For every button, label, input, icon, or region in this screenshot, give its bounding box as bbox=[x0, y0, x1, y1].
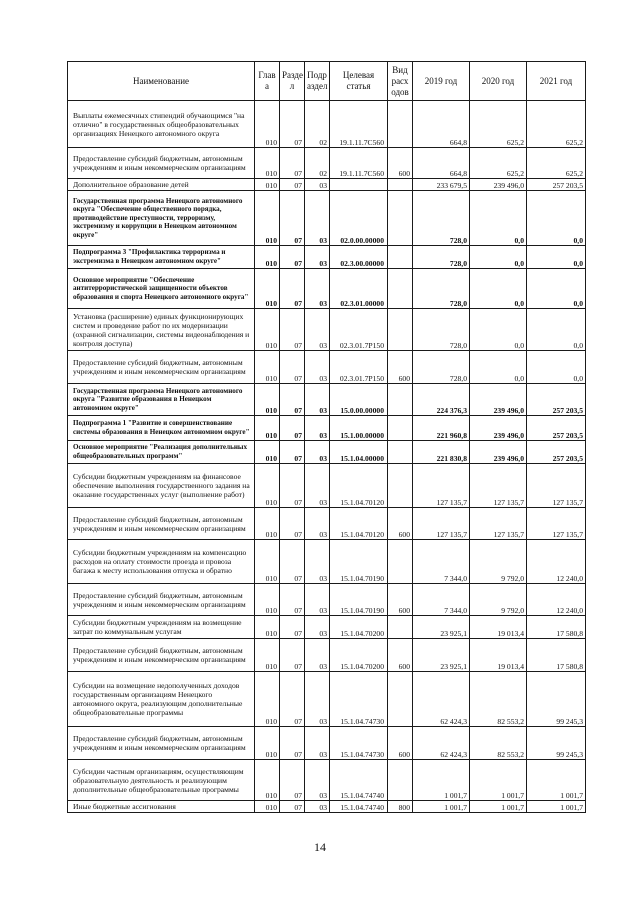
cell-name: Предоставление субсидий бюджетным, автономным учреждениям и иным некоммерческим организациям bbox=[68, 639, 255, 672]
cell-year-2021: 257 203,5 bbox=[527, 441, 586, 464]
table-row bbox=[68, 639, 586, 672]
cell-section: 07 bbox=[280, 639, 305, 672]
cell-year-2019: 23 925,1 bbox=[413, 639, 470, 672]
cell-expense-type bbox=[388, 101, 413, 148]
cell-section: 07 bbox=[280, 616, 305, 639]
header-row bbox=[68, 62, 586, 101]
cell-subsection: 03 bbox=[305, 269, 330, 309]
cell-section: 07 bbox=[280, 246, 305, 269]
table-row bbox=[68, 179, 586, 191]
cell-section: 07 bbox=[280, 672, 305, 727]
cell-section: 07 bbox=[280, 191, 305, 246]
cell-subsection: 03 bbox=[305, 384, 330, 416]
table-row bbox=[68, 441, 586, 464]
cell-subsection: 03 bbox=[305, 441, 330, 464]
table-row bbox=[68, 760, 586, 801]
header-year-2019: 2019 год bbox=[413, 62, 470, 101]
cell-subsection: 03 bbox=[305, 351, 330, 384]
cell-subsection: 03 bbox=[305, 508, 330, 540]
cell-target-article: 19.1.11.7С560 bbox=[330, 148, 388, 179]
cell-year-2020: 625,2 bbox=[470, 101, 527, 148]
cell-expense-type bbox=[388, 309, 413, 351]
cell-section: 07 bbox=[280, 269, 305, 309]
cell-year-2019: 127 135,7 bbox=[413, 464, 470, 508]
header-target-article: Целевая статья bbox=[330, 62, 388, 101]
cell-year-2020: 9 792,0 bbox=[470, 584, 527, 616]
cell-year-2019: 23 925,1 bbox=[413, 616, 470, 639]
cell-year-2019: 728,0 bbox=[413, 309, 470, 351]
cell-year-2019: 7 344,0 bbox=[413, 584, 470, 616]
cell-name: Основное мероприятие "Реализация дополнительных общеобразовательных программ" bbox=[68, 441, 255, 464]
table-row bbox=[68, 309, 586, 351]
cell-year-2020: 239 496,0 bbox=[470, 179, 527, 191]
cell-year-2019: 728,0 bbox=[413, 191, 470, 246]
cell-name: Дополнительное образование детей bbox=[68, 179, 255, 191]
cell-name: Основное мероприятие "Обеспечение антитеррористической защищенности объектов образования и спорта Ненецкого автономного округа" bbox=[68, 269, 255, 309]
cell-chapter: 010 bbox=[255, 464, 280, 508]
header-chapter: Глав а bbox=[255, 62, 280, 101]
cell-chapter: 010 bbox=[255, 101, 280, 148]
cell-year-2020: 1 001,7 bbox=[470, 801, 527, 813]
cell-name: Субсидии частным организациям, осуществляющим образовательную деятельность и реализующим дополнительные общеобразовательные программы bbox=[68, 760, 255, 801]
cell-year-2021: 0,0 bbox=[527, 246, 586, 269]
cell-subsection: 03 bbox=[305, 639, 330, 672]
cell-chapter: 010 bbox=[255, 639, 280, 672]
cell-expense-type bbox=[388, 441, 413, 464]
cell-chapter: 010 bbox=[255, 616, 280, 639]
cell-year-2020: 1 001,7 bbox=[470, 760, 527, 801]
cell-expense-type bbox=[388, 416, 413, 441]
cell-year-2021: 127 135,7 bbox=[527, 464, 586, 508]
cell-subsection: 03 bbox=[305, 309, 330, 351]
cell-chapter: 010 bbox=[255, 384, 280, 416]
budget-table bbox=[67, 61, 586, 813]
cell-year-2020: 82 553,2 bbox=[470, 727, 527, 760]
cell-target-article: 15.0.00.00000 bbox=[330, 384, 388, 416]
table-row bbox=[68, 351, 586, 384]
cell-section: 07 bbox=[280, 727, 305, 760]
cell-subsection: 02 bbox=[305, 101, 330, 148]
cell-subsection: 03 bbox=[305, 801, 330, 813]
cell-year-2021: 257 203,5 bbox=[527, 179, 586, 191]
table-row bbox=[68, 727, 586, 760]
cell-subsection: 03 bbox=[305, 616, 330, 639]
cell-year-2020: 0,0 bbox=[470, 309, 527, 351]
cell-year-2021: 625,2 bbox=[527, 148, 586, 179]
cell-subsection: 02 bbox=[305, 148, 330, 179]
table-row bbox=[68, 246, 586, 269]
cell-target-article: 15.1.04.70120 bbox=[330, 464, 388, 508]
cell-year-2019: 664,8 bbox=[413, 148, 470, 179]
cell-section: 07 bbox=[280, 801, 305, 813]
cell-year-2021: 625,2 bbox=[527, 101, 586, 148]
cell-year-2021: 99 245,3 bbox=[527, 727, 586, 760]
cell-year-2021: 0,0 bbox=[527, 269, 586, 309]
cell-chapter: 010 bbox=[255, 351, 280, 384]
cell-target-article: 15.1.04.70120 bbox=[330, 508, 388, 540]
cell-chapter: 010 bbox=[255, 801, 280, 813]
cell-expense-type: 600 bbox=[388, 639, 413, 672]
cell-year-2021: 0,0 bbox=[527, 191, 586, 246]
cell-year-2021: 17 580,8 bbox=[527, 616, 586, 639]
cell-chapter: 010 bbox=[255, 179, 280, 191]
cell-section: 07 bbox=[280, 508, 305, 540]
cell-year-2021: 1 001,7 bbox=[527, 801, 586, 813]
table-row bbox=[68, 191, 586, 246]
cell-year-2020: 0,0 bbox=[470, 351, 527, 384]
table-row bbox=[68, 101, 586, 148]
cell-chapter: 010 bbox=[255, 584, 280, 616]
cell-target-article: 15.1.04.70190 bbox=[330, 584, 388, 616]
cell-name: Субсидии бюджетным учреждениям на возмещение затрат по коммунальным услугам bbox=[68, 616, 255, 639]
cell-section: 07 bbox=[280, 416, 305, 441]
cell-year-2021: 1 001,7 bbox=[527, 760, 586, 801]
cell-subsection: 03 bbox=[305, 416, 330, 441]
cell-target-article: 02.0.00.00000 bbox=[330, 191, 388, 246]
table-row bbox=[68, 801, 586, 813]
cell-expense-type: 600 bbox=[388, 584, 413, 616]
cell-year-2019: 62 424,3 bbox=[413, 727, 470, 760]
cell-name: Субсидии бюджетным учреждениям на компенсацию расходов на оплату стоимости проезда и провоза багажа к месту использования отпуска и обратно bbox=[68, 540, 255, 584]
cell-section: 07 bbox=[280, 101, 305, 148]
header-section: Разде л bbox=[280, 62, 305, 101]
cell-year-2019: 1 001,7 bbox=[413, 760, 470, 801]
cell-target-article: 15.1.04.74740 bbox=[330, 801, 388, 813]
cell-name: Государственная программа Ненецкого автономного округа "Развитие образования в Ненецком автономном округе" bbox=[68, 384, 255, 416]
cell-name: Предоставление субсидий бюджетным, автономным учреждениям и иным некоммерческим организациям bbox=[68, 351, 255, 384]
cell-name: Иные бюджетные ассигнования bbox=[68, 801, 255, 813]
cell-expense-type bbox=[388, 246, 413, 269]
cell-name: Подпрограмма 1 "Развитие и совершенствование системы образования в Ненецком автономном округе" bbox=[68, 416, 255, 441]
cell-year-2020: 625,2 bbox=[470, 148, 527, 179]
cell-name: Подпрограмма 3 "Профилактика терроризма и экстремизма в Ненецком автономном округе" bbox=[68, 246, 255, 269]
cell-year-2021: 257 203,5 bbox=[527, 384, 586, 416]
cell-year-2019: 664,8 bbox=[413, 101, 470, 148]
cell-year-2021: 12 240,0 bbox=[527, 540, 586, 584]
cell-year-2019: 728,0 bbox=[413, 351, 470, 384]
cell-chapter: 010 bbox=[255, 727, 280, 760]
cell-chapter: 010 bbox=[255, 191, 280, 246]
table-row bbox=[68, 148, 586, 179]
cell-year-2020: 0,0 bbox=[470, 269, 527, 309]
cell-subsection: 03 bbox=[305, 672, 330, 727]
cell-year-2020: 239 496,0 bbox=[470, 416, 527, 441]
cell-subsection: 03 bbox=[305, 191, 330, 246]
table-row bbox=[68, 584, 586, 616]
cell-target-article: 02.3.00.00000 bbox=[330, 246, 388, 269]
cell-year-2019: 224 376,3 bbox=[413, 384, 470, 416]
cell-name: Предоставление субсидий бюджетным, автономным учреждениям и иным некоммерческим организациям bbox=[68, 584, 255, 616]
cell-chapter: 010 bbox=[255, 269, 280, 309]
table-header bbox=[68, 62, 586, 101]
cell-target-article: 19.1.11.7С560 bbox=[330, 101, 388, 148]
cell-section: 07 bbox=[280, 584, 305, 616]
cell-year-2021: 0,0 bbox=[527, 309, 586, 351]
cell-expense-type bbox=[388, 269, 413, 309]
cell-year-2019: 233 679,5 bbox=[413, 179, 470, 191]
cell-section: 07 bbox=[280, 351, 305, 384]
cell-year-2019: 728,0 bbox=[413, 269, 470, 309]
header-name: Наименование bbox=[68, 62, 255, 101]
cell-chapter: 010 bbox=[255, 441, 280, 464]
cell-name: Предоставление субсидий бюджетным, автономным учреждениям и иным некоммерческим организациям bbox=[68, 148, 255, 179]
cell-section: 07 bbox=[280, 179, 305, 191]
cell-subsection: 03 bbox=[305, 727, 330, 760]
cell-expense-type bbox=[388, 616, 413, 639]
header-year-2021: 2021 год bbox=[527, 62, 586, 101]
cell-expense-type: 600 bbox=[388, 148, 413, 179]
table-body bbox=[68, 101, 586, 813]
cell-target-article: 15.1.04.74730 bbox=[330, 727, 388, 760]
cell-expense-type bbox=[388, 540, 413, 584]
cell-expense-type bbox=[388, 464, 413, 508]
cell-expense-type bbox=[388, 191, 413, 246]
cell-name: Предоставление субсидий бюджетным, автономным учреждениям и иным некоммерческим организациям bbox=[68, 508, 255, 540]
cell-target-article: 15.1.04.70200 bbox=[330, 616, 388, 639]
cell-target-article: 15.1.04.00000 bbox=[330, 441, 388, 464]
table-row bbox=[68, 616, 586, 639]
cell-year-2019: 62 424,3 bbox=[413, 672, 470, 727]
cell-chapter: 010 bbox=[255, 309, 280, 351]
header-expense-type: Вид расх одов bbox=[388, 62, 413, 101]
cell-subsection: 03 bbox=[305, 179, 330, 191]
cell-target-article: 15.1.04.74740 bbox=[330, 760, 388, 801]
cell-chapter: 010 bbox=[255, 416, 280, 441]
cell-year-2019: 221 960,8 bbox=[413, 416, 470, 441]
table-row bbox=[68, 269, 586, 309]
cell-expense-type bbox=[388, 384, 413, 416]
cell-expense-type: 800 bbox=[388, 801, 413, 813]
cell-section: 07 bbox=[280, 309, 305, 351]
cell-subsection: 03 bbox=[305, 584, 330, 616]
cell-expense-type: 600 bbox=[388, 727, 413, 760]
cell-year-2019: 127 135,7 bbox=[413, 508, 470, 540]
cell-target-article: 02.3.01.7P150 bbox=[330, 351, 388, 384]
cell-section: 07 bbox=[280, 441, 305, 464]
cell-expense-type bbox=[388, 760, 413, 801]
header-subsection: Подр аздел bbox=[305, 62, 330, 101]
cell-chapter: 010 bbox=[255, 246, 280, 269]
cell-chapter: 010 bbox=[255, 672, 280, 727]
cell-subsection: 03 bbox=[305, 246, 330, 269]
cell-section: 07 bbox=[280, 464, 305, 508]
cell-section: 07 bbox=[280, 760, 305, 801]
cell-year-2021: 12 240,0 bbox=[527, 584, 586, 616]
cell-year-2021: 0,0 bbox=[527, 351, 586, 384]
cell-name: Выплаты ежемесячных стипендий обучающимся "на отлично" в государственных общеобразовательных организациях Ненецкого автономного округа bbox=[68, 101, 255, 148]
cell-target-article: 15.1.04.70200 bbox=[330, 639, 388, 672]
cell-chapter: 010 bbox=[255, 540, 280, 584]
header-year-2020: 2020 год bbox=[470, 62, 527, 101]
page-number: 14 bbox=[314, 840, 326, 854]
cell-year-2020: 0,0 bbox=[470, 246, 527, 269]
cell-target-article: 15.1.04.70190 bbox=[330, 540, 388, 584]
table-row bbox=[68, 672, 586, 727]
cell-target-article: 02.3.01.7P150 bbox=[330, 309, 388, 351]
cell-year-2019: 1 001,7 bbox=[413, 801, 470, 813]
cell-year-2021: 257 203,5 bbox=[527, 416, 586, 441]
cell-year-2020: 127 135,7 bbox=[470, 464, 527, 508]
cell-year-2019: 221 830,8 bbox=[413, 441, 470, 464]
cell-chapter: 010 bbox=[255, 508, 280, 540]
cell-name: Государственная программа Ненецкого автономного округа "Обеспечение общественного порядка, противодействие преступности, терроризму, экстремизму и коррупции в Ненецком автономном округе" bbox=[68, 191, 255, 246]
cell-year-2020: 19 013,4 bbox=[470, 639, 527, 672]
cell-expense-type: 600 bbox=[388, 508, 413, 540]
table-row bbox=[68, 416, 586, 441]
cell-section: 07 bbox=[280, 384, 305, 416]
table-row bbox=[68, 384, 586, 416]
cell-name: Установка (расширение) единых функционирующих систем и проведение работ по их модернизации (охранной сигнализации, системы видеонаблюдения и контроля доступа) bbox=[68, 309, 255, 351]
cell-year-2020: 0,0 bbox=[470, 191, 527, 246]
table-row bbox=[68, 508, 586, 540]
cell-year-2020: 19 013,4 bbox=[470, 616, 527, 639]
cell-chapter: 010 bbox=[255, 148, 280, 179]
cell-expense-type bbox=[388, 672, 413, 727]
cell-section: 07 bbox=[280, 540, 305, 584]
table-row bbox=[68, 540, 586, 584]
cell-year-2020: 9 792,0 bbox=[470, 540, 527, 584]
cell-chapter: 010 bbox=[255, 760, 280, 801]
cell-target-article bbox=[330, 179, 388, 191]
cell-section: 07 bbox=[280, 148, 305, 179]
cell-target-article: 15.1.00.00000 bbox=[330, 416, 388, 441]
cell-subsection: 03 bbox=[305, 760, 330, 801]
cell-expense-type: 600 bbox=[388, 351, 413, 384]
cell-year-2020: 239 496,0 bbox=[470, 441, 527, 464]
cell-year-2021: 99 245,3 bbox=[527, 672, 586, 727]
cell-year-2020: 82 553,2 bbox=[470, 672, 527, 727]
cell-target-article: 02.3.01.00000 bbox=[330, 269, 388, 309]
cell-expense-type bbox=[388, 179, 413, 191]
table-row bbox=[68, 464, 586, 508]
cell-name: Субсидии бюджетным учреждениям на финансовое обеспечение выполнения государственного задания на оказание государственных услуг (выполнение работ) bbox=[68, 464, 255, 508]
cell-target-article: 15.1.04.74730 bbox=[330, 672, 388, 727]
cell-year-2019: 7 344,0 bbox=[413, 540, 470, 584]
cell-subsection: 03 bbox=[305, 540, 330, 584]
cell-name: Предоставление субсидий бюджетным, автономным учреждениям и иным некоммерческим организациям bbox=[68, 727, 255, 760]
cell-year-2019: 728,0 bbox=[413, 246, 470, 269]
cell-year-2021: 17 580,8 bbox=[527, 639, 586, 672]
cell-year-2020: 127 135,7 bbox=[470, 508, 527, 540]
cell-name: Субсидии на возмещение недополученных доходов государственным организациям Ненецкого автономного округа, реализующим дополнительные общеобразовательные программы bbox=[68, 672, 255, 727]
cell-year-2021: 127 135,7 bbox=[527, 508, 586, 540]
cell-subsection: 03 bbox=[305, 464, 330, 508]
cell-year-2020: 239 496,0 bbox=[470, 384, 527, 416]
